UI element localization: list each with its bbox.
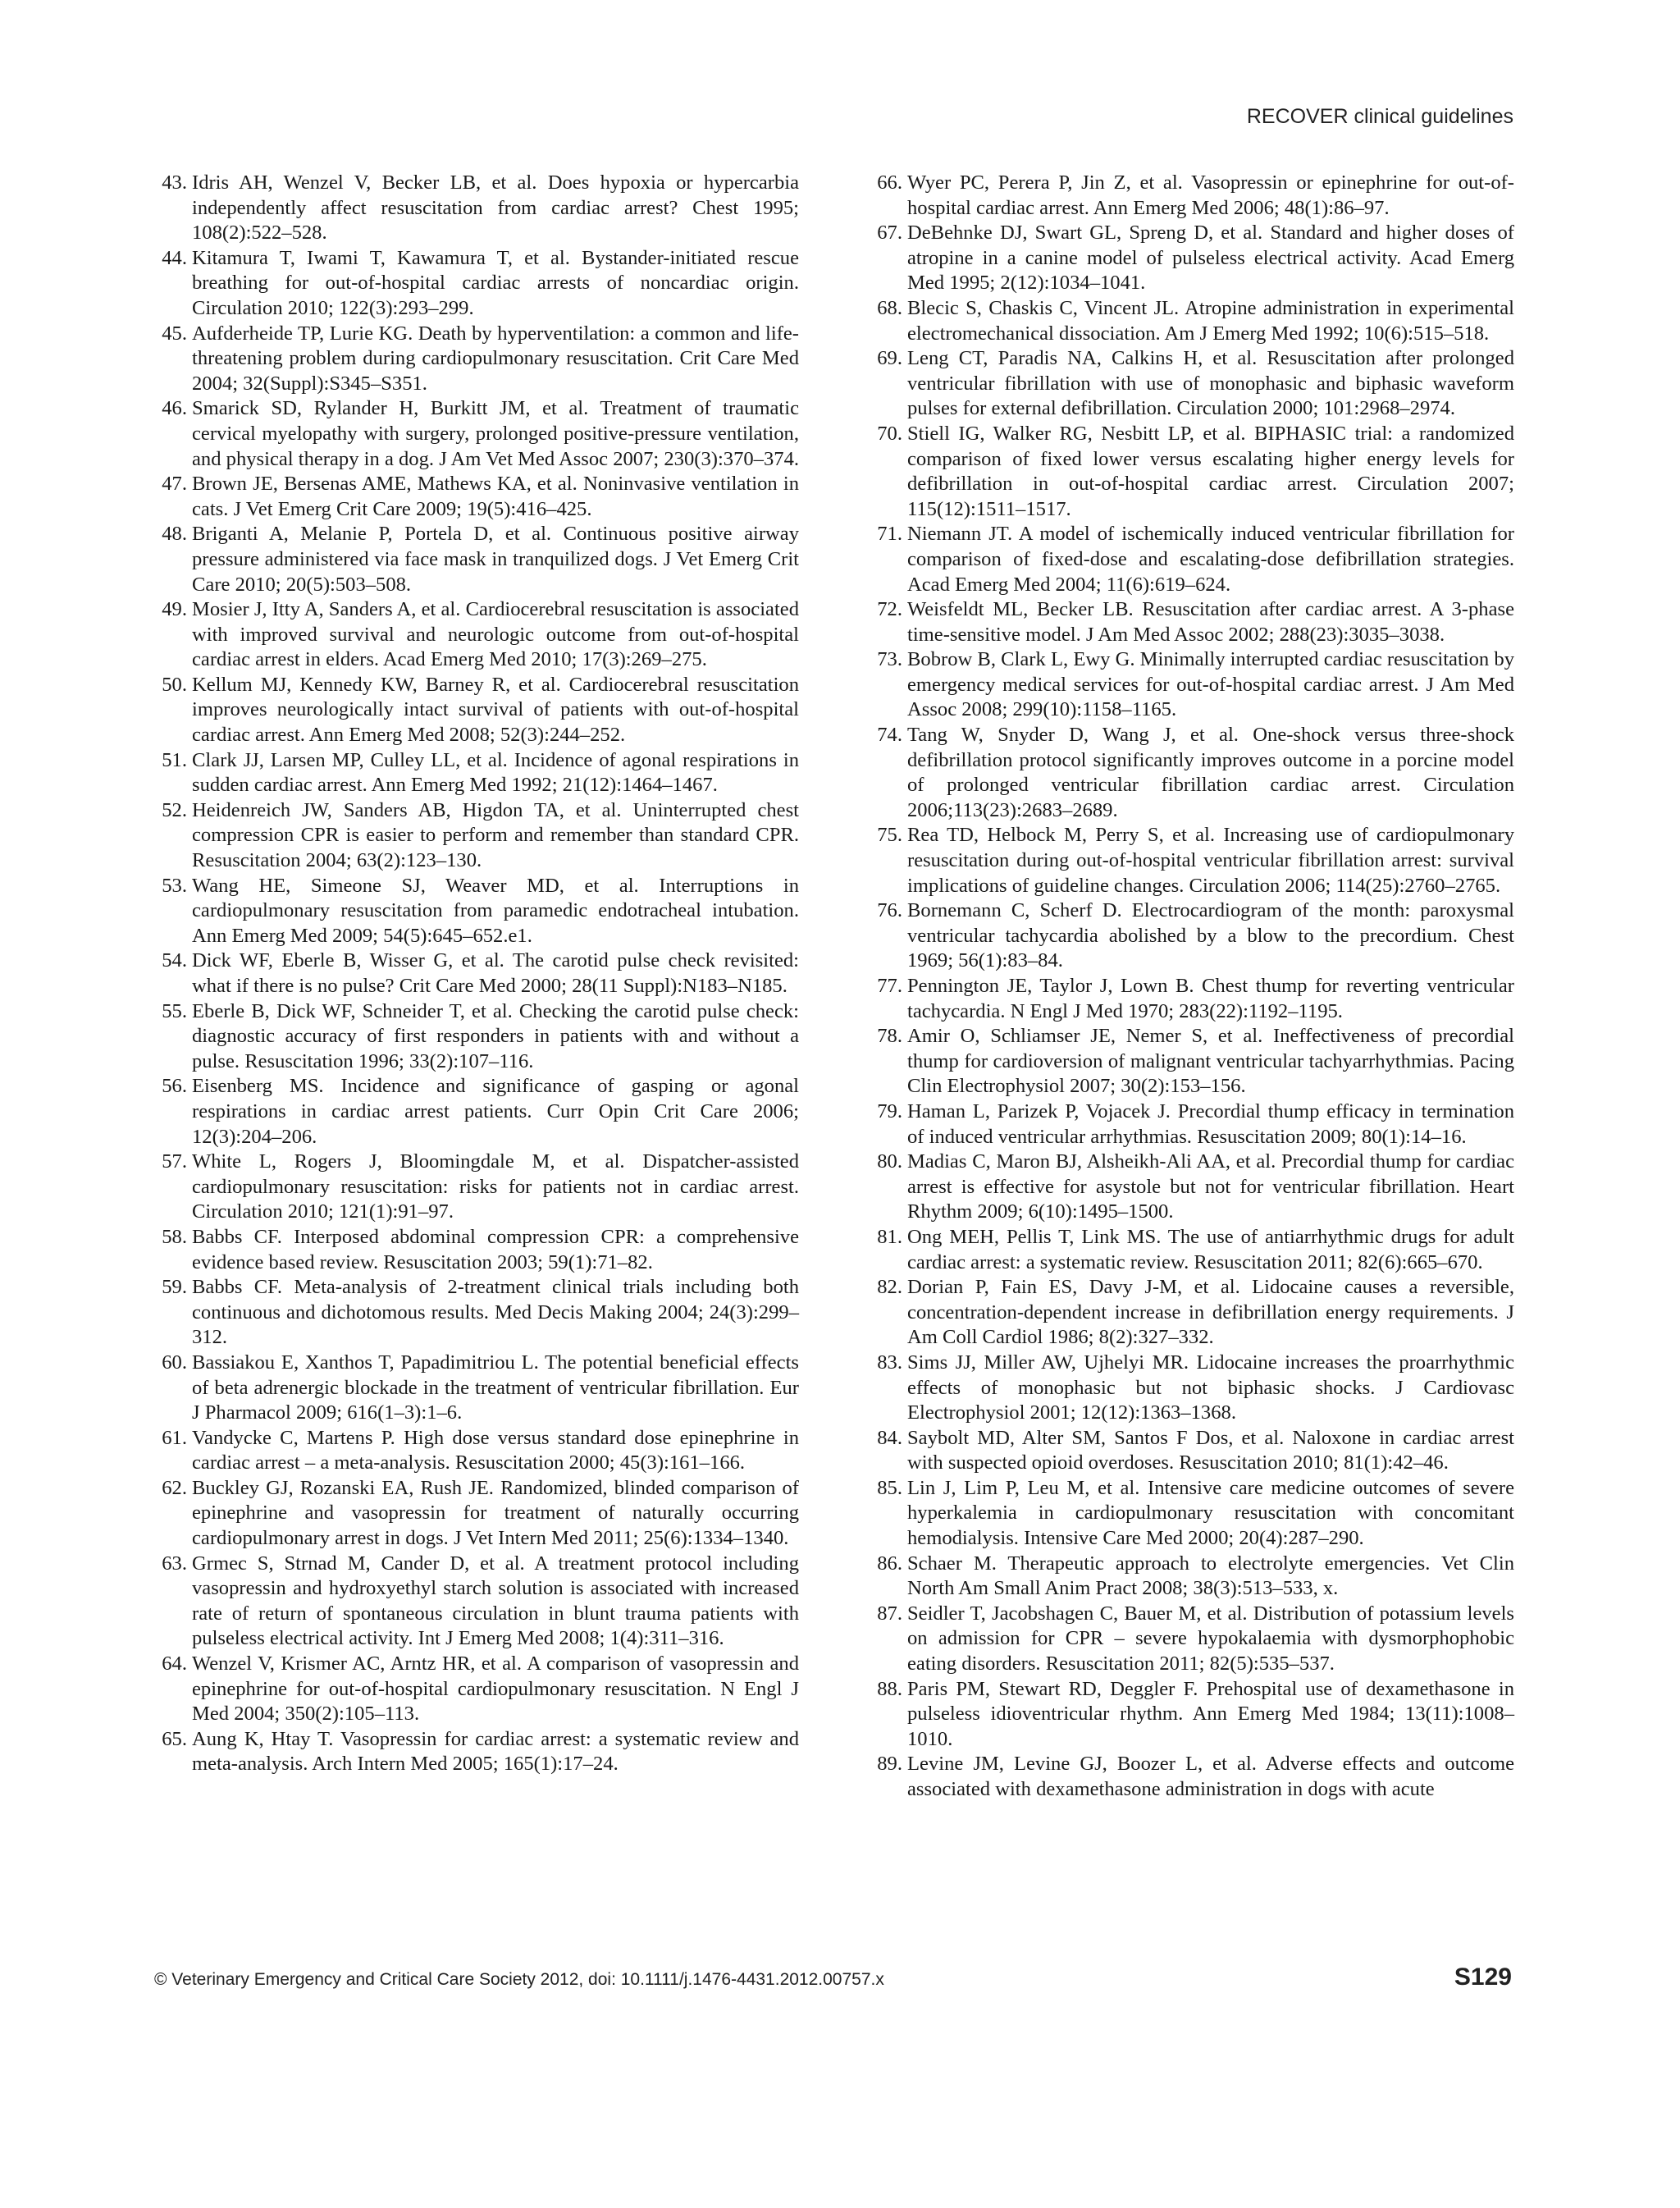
- copyright-notice: © Veterinary Emergency and Critical Care Society 2012, doi: 10.1111/j.1476-4431.2012.00757.x: [154, 1970, 884, 1989]
- reference-number: 77.: [877, 975, 902, 997]
- reference-number: 62.: [162, 1476, 187, 1499]
- reference-number: 54.: [162, 949, 187, 972]
- reference-entry: [154, 246, 799, 322]
- reference-text: White L, Rogers J, Bloomingdale M, et al. Dispatcher-assisted cardiopulmonary resuscitation: risks for patients not in cardiac arrest. Circulation 2010; 121(1):91–97.: [192, 1150, 799, 1223]
- reference-number: 73.: [877, 648, 902, 671]
- reference-number: 89.: [877, 1753, 902, 1776]
- reference-entry: [870, 1275, 1514, 1351]
- reference-text: Wyer PC, Perera P, Jin Z, et al. Vasopressin or epinephrine for out-of-hospital cardiac arrest. Ann Emerg Med 2006; 48(1):86–97.: [907, 171, 1514, 219]
- reference-number: 59.: [162, 1276, 187, 1299]
- reference-text: Eberle B, Dick WF, Schneider T, et al. Checking the carotid pulse check: diagnostic accuracy of first responders in patients with and without a pulse. Resuscitation 1996; 33(2):107–116.: [192, 999, 799, 1072]
- reference-text: Grmec S, Strnad M, Cander D, et al. A treatment protocol including vasopressin and hydroxyethyl starch solution is associated with increased rate of return of spontaneous circulation in blunt trauma patients with pulseless electrical activity. Int J Emerg Med 2008; 1(4):311–316.: [192, 1552, 799, 1650]
- reference-text: Leng CT, Paradis NA, Calkins H, et al. Resuscitation after prolonged ventricular fibrillation with use of monophasic and biphasic waveform pulses for external defibrillation. Circulation 2000; 101:2968–2974.: [907, 347, 1514, 420]
- reference-number: 69.: [877, 347, 902, 370]
- reference-entry: [870, 1752, 1514, 1802]
- reference-text: Heidenreich JW, Sanders AB, Higdon TA, et al. Uninterrupted chest compression CPR is easier to perform and remember than standard CPR. Resuscitation 2004; 63(2):123–130.: [192, 798, 799, 872]
- reference-text: Sims JJ, Miller AW, Ujhelyi MR. Lidocaine increases the proarrhythmic effects of monophasic but not biphasic shocks. J Cardiovasc Electrophysiol 2001; 12(12):1363–1368.: [907, 1351, 1514, 1424]
- reference-text: Paris PM, Stewart RD, Deggler F. Prehospital use of dexamethasone in pulseless idioventricular rhythm. Ann Emerg Med 1984; 13(11):1008–1010.: [907, 1677, 1514, 1750]
- reference-text: Bornemann C, Scherf D. Electrocardiogram of the month: paroxysmal ventricular tachycardia abolished by a blow to the precordium. Chest 1969; 56(1):83–84.: [907, 899, 1514, 972]
- reference-entry: [870, 1602, 1514, 1677]
- reference-entry: [154, 396, 799, 472]
- reference-entry: [154, 597, 799, 673]
- reference-text: Idris AH, Wenzel V, Becker LB, et al. Does hypoxia or hypercarbia independently affect resuscitation from cardiac arrest? Chest 1995; 108(2):522–528.: [192, 171, 799, 245]
- reference-number: 56.: [162, 1075, 187, 1098]
- reference-number: 48.: [162, 523, 187, 546]
- reference-text: Levine JM, Levine GJ, Boozer L, et al. Adverse effects and outcome associated with dexamethasone administration in dogs with acute: [907, 1753, 1514, 1800]
- reference-entry: [870, 1150, 1514, 1225]
- reference-number: 79.: [877, 1099, 902, 1122]
- reference-entry: [154, 1351, 799, 1426]
- reference-text: Eisenberg MS. Incidence and significance of gasping or agonal respirations in cardiac arrest patients. Curr Opin Crit Care 2006; 12(3):204–206.: [192, 1075, 799, 1148]
- reference-number: 84.: [877, 1426, 902, 1449]
- reference-number: 51.: [162, 748, 187, 771]
- reference-text: Kellum MJ, Kennedy KW, Barney R, et al. Cardiocerebral resuscitation improves neurologically intact survival of patients with out-of-hospital cardiac arrest. Ann Emerg Med 2008; 52(3):244–252.: [192, 673, 799, 747]
- reference-number: 63.: [162, 1552, 187, 1575]
- reference-text: Dick WF, Eberle B, Wisser G, et al. The carotid pulse check revisited: what if there is no pulse? Crit Care Med 2000; 28(11 Suppl):N183–N185.: [192, 949, 799, 997]
- reference-entry: [870, 171, 1514, 221]
- reference-text: Weisfeldt ML, Becker LB. Resuscitation after cardiac arrest. A 3-phase time-sensitive model. J Am Med Assoc 2002; 288(23):3035–3038.: [907, 598, 1514, 646]
- reference-number: 50.: [162, 673, 187, 696]
- reference-text: Babbs CF. Meta-analysis of 2-treatment clinical trials including both continuous and dichotomous results. Med Decis Making 2004; 24(3):299–312.: [192, 1276, 799, 1349]
- reference-entry: [870, 597, 1514, 647]
- reference-column-right: [870, 171, 1514, 1803]
- reference-number: 53.: [162, 874, 187, 897]
- reference-text: Niemann JT. A model of ischemically induced ventricular fibrillation for comparison of fixed-dose and escalating-dose defibrillation strategies. Acad Emerg Med 2004; 11(6):619–624.: [907, 523, 1514, 596]
- reference-text: Mosier J, Itty A, Sanders A, et al. Cardiocerebral resuscitation is associated with improved survival and neurologic outcome from out-of-hospital cardiac arrest in elders. Acad Emerg Med 2010; 17(3):269–275.: [192, 598, 799, 671]
- reference-entry: [154, 1074, 799, 1150]
- reference-number: 67.: [877, 222, 902, 245]
- reference-text: Saybolt MD, Alter SM, Santos F Dos, et al. Naloxone in cardiac arrest with suspected opioid overdoses. Resuscitation 2010; 81(1):42–46.: [907, 1426, 1514, 1474]
- reference-number: 46.: [162, 397, 187, 420]
- reference-text: Kitamura T, Iwami T, Kawamura T, et al. Bystander-initiated rescue breathing for out-of-hospital cardiac arrests of noncardiac origin. Circulation 2010; 122(3):293–299.: [192, 246, 799, 319]
- reference-text: Stiell IG, Walker RG, Nesbitt LP, et al. BIPHASIC trial: a randomized comparison of fixed lower versus escalating higher energy levels for defibrillation in out-of-hospital cardiac arrest. Circulation 2007; 115(12):1511–1517.: [907, 422, 1514, 520]
- reference-text: Tang W, Snyder D, Wang J, et al. One-shock versus three-shock defibrillation protocol significantly improves outcome in a porcine model of prolonged ventricular fibrillation cardiac arrest. Circulation 2006;113(23):2683–2689.: [907, 724, 1514, 821]
- reference-entry: [154, 673, 799, 748]
- reference-entry: [870, 1099, 1514, 1150]
- reference-number: 76.: [877, 899, 902, 922]
- reference-entry: [870, 1024, 1514, 1099]
- reference-number: 60.: [162, 1351, 187, 1374]
- reference-text: Brown JE, Bersenas AME, Mathews KA, et al. Noninvasive ventilation in cats. J Vet Emerg Crit Care 2009; 19(5):416–425.: [192, 473, 799, 520]
- reference-entry: [870, 522, 1514, 597]
- reference-text: Dorian P, Fain ES, Davy J-M, et al. Lidocaine causes a reversible, concentration-dependent increase in defibrillation energy requirements. J Am Coll Cardiol 1986; 8(2):327–332.: [907, 1276, 1514, 1349]
- reference-entry: [154, 874, 799, 949]
- reference-number: 52.: [162, 798, 187, 821]
- reference-entry: [154, 1426, 799, 1476]
- reference-text: Clark JJ, Larsen MP, Culley LL, et al. Incidence of agonal respirations in sudden cardiac arrest. Ann Emerg Med 1992; 21(12):1464–1467.: [192, 748, 799, 797]
- reference-entry: [870, 723, 1514, 823]
- reference-entry: [870, 974, 1514, 1024]
- reference-number: 45.: [162, 322, 187, 345]
- reference-number: 68.: [877, 296, 902, 319]
- reference-number: 80.: [877, 1150, 902, 1173]
- reference-text: Wenzel V, Krismer AC, Arntz HR, et al. A comparison of vasopressin and epinephrine for out-of-hospital cardiopulmonary resuscitation. N Engl J Med 2004; 350(2):105–113.: [192, 1653, 799, 1726]
- reference-number: 47.: [162, 473, 187, 496]
- reference-text: Smarick SD, Rylander H, Burkitt JM, et al. Treatment of traumatic cervical myelopathy with surgery, prolonged positive-pressure ventilation, and physical therapy in a dog. J Am Vet Med Assoc 2007; 230(3):370–374.: [192, 397, 800, 470]
- reference-text: Rea TD, Helbock M, Perry S, et al. Increasing use of cardiopulmonary resuscitation during out-of-hospital ventricular fibrillation arrest: survival implications of guideline changes. Circulation 2006; 114(25):2760–2765.: [907, 824, 1514, 897]
- reference-text: Wang HE, Simeone SJ, Weaver MD, et al. Interruptions in cardiopulmonary resuscitation from paramedic endotracheal intubation. Ann Emerg Med 2009; 54(5):645–652.e1.: [192, 874, 799, 947]
- reference-text: Seidler T, Jacobshagen C, Bauer M, et al. Distribution of potassium levels on admission for CPR – severe hypokalaemia with dysmorphophobic eating disorders. Resuscitation 2011; 82(5):535–537.: [907, 1602, 1514, 1675]
- reference-number: 78.: [877, 1025, 902, 1048]
- reference-text: Aufderheide TP, Lurie KG. Death by hyperventilation: a common and life-threatening problem during cardiopulmonary resuscitation. Crit Care Med 2004; 32(Suppl):S345–S351.: [192, 322, 799, 395]
- reference-number: 72.: [877, 598, 902, 621]
- reference-number: 74.: [877, 724, 902, 747]
- reference-number: 49.: [162, 598, 187, 621]
- reference-text: Bassiakou E, Xanthos T, Papadimitriou L. The potential beneficial effects of beta adrenergic blockade in the treatment of ventricular fibrillation. Eur J Pharmacol 2009; 616(1–3):1–6.: [192, 1351, 799, 1424]
- reference-number: 66.: [877, 171, 902, 194]
- reference-number: 44.: [162, 246, 187, 269]
- reference-number: 71.: [877, 523, 902, 546]
- reference-entry: [154, 999, 799, 1075]
- reference-number: 58.: [162, 1225, 187, 1248]
- reference-text: Haman L, Parizek P, Vojacek J. Precordial thump efficacy in termination of induced ventricular arrhythmias. Resuscitation 2009; 80(1):14–16.: [907, 1099, 1514, 1148]
- reference-entry: [870, 1225, 1514, 1275]
- running-head: RECOVER clinical guidelines: [1246, 105, 1513, 128]
- reference-number: 64.: [162, 1653, 187, 1675]
- reference-text: Buckley GJ, Rozanski EA, Rush JE. Randomized, blinded comparison of epinephrine and vasopressin for treatment of naturally occurring cardiopulmonary arrest in dogs. J Vet Intern Med 2011; 25(6):1334–1340.: [192, 1476, 799, 1550]
- reference-number: 83.: [877, 1351, 902, 1374]
- reference-number: 55.: [162, 999, 187, 1022]
- reference-entry: [154, 798, 799, 874]
- reference-entry: [154, 1150, 799, 1225]
- reference-number: 86.: [877, 1552, 902, 1575]
- reference-entry: [154, 949, 799, 999]
- reference-entry: [154, 472, 799, 522]
- reference-entry: [154, 171, 799, 246]
- reference-number: 75.: [877, 824, 902, 847]
- page-footer: [154, 1963, 1512, 1996]
- reference-entry: [870, 898, 1514, 974]
- reference-entry: [870, 1476, 1514, 1552]
- reference-entry: [154, 322, 799, 397]
- reference-entry: [870, 346, 1514, 422]
- reference-entry: [870, 1426, 1514, 1476]
- reference-text: Amir O, Schliamser JE, Nemer S, et al. Ineffectiveness of precordial thump for cardioversion of malignant ventricular tachyarrhythmias. Pacing Clin Electrophysiol 2007; 30(2):153–156.: [907, 1025, 1514, 1098]
- reference-entry: [154, 1476, 799, 1552]
- reference-text: Blecic S, Chaskis C, Vincent JL. Atropine administration in experimental electromechanical dissociation. Am J Emerg Med 1992; 10(6):515–518.: [907, 296, 1514, 345]
- reference-number: 88.: [877, 1677, 902, 1700]
- reference-number: 87.: [877, 1602, 902, 1625]
- reference-number: 61.: [162, 1426, 187, 1449]
- reference-number: 81.: [877, 1225, 902, 1248]
- reference-text: Madias C, Maron BJ, Alsheikh-Ali AA, et al. Precordial thump for cardiac arrest is effective for asystole but not for ventricular fibrillation. Heart Rhythm 2009; 6(10):1495–1500.: [907, 1150, 1514, 1223]
- reference-entry: [870, 221, 1514, 296]
- reference-text: DeBehnke DJ, Swart GL, Spreng D, et al. Standard and higher doses of atropine in a canine model of pulseless electrical activity. Acad Emerg Med 1995; 2(12):1034–1041.: [907, 222, 1514, 295]
- reference-text: Aung K, Htay T. Vasopressin for cardiac arrest: a systematic review and meta-analysis. Arch Intern Med 2005; 165(1):17–24.: [192, 1727, 799, 1776]
- reference-text: Schaer M. Therapeutic approach to electrolyte emergencies. Vet Clin North Am Small Anim Pract 2008; 38(3):513–533, x.: [907, 1552, 1514, 1600]
- reference-entry: [154, 1652, 799, 1727]
- reference-text: Vandycke C, Martens P. High dose versus standard dose epinephrine in cardiac arrest – a meta-analysis. Resuscitation 2000; 45(3):161–166.: [192, 1426, 799, 1474]
- reference-number: 43.: [162, 171, 187, 194]
- reference-text: Lin J, Lim P, Leu M, et al. Intensive care medicine outcomes of severe hyperkalemia in cardiopulmonary resuscitation with concomitant hemodialysis. Intensive Care Med 2000; 20(4):287–290.: [907, 1476, 1514, 1550]
- reference-column-left: [154, 171, 799, 1777]
- reference-entry: [870, 823, 1514, 898]
- reference-entry: [870, 296, 1514, 346]
- reference-entry: [870, 422, 1514, 522]
- reference-entry: [154, 1275, 799, 1351]
- reference-number: 70.: [877, 422, 902, 445]
- reference-entry: [154, 1225, 799, 1275]
- reference-entry: [154, 1727, 799, 1777]
- reference-entry: [154, 1552, 799, 1652]
- reference-text: Pennington JE, Taylor J, Lown B. Chest thump for reverting ventricular tachycardia. N Engl J Med 1970; 283(22):1192–1195.: [907, 975, 1514, 1022]
- reference-text: Bobrow B, Clark L, Ewy G. Minimally interrupted cardiac resuscitation by emergency medical services for out-of-hospital cardiac arrest. J Am Med Assoc 2008; 299(10):1158–1165.: [907, 648, 1514, 721]
- reference-entry: [870, 647, 1514, 723]
- reference-number: 85.: [877, 1476, 902, 1499]
- reference-entry: [870, 1552, 1514, 1602]
- reference-entry: [870, 1677, 1514, 1753]
- reference-entry: [870, 1351, 1514, 1426]
- reference-number: 57.: [162, 1150, 187, 1173]
- reference-entry: [154, 748, 799, 798]
- page-number: S129: [1454, 1963, 1512, 1991]
- reference-entry: [154, 522, 799, 597]
- reference-number: 65.: [162, 1727, 187, 1750]
- reference-text: Ong MEH, Pellis T, Link MS. The use of antiarrhythmic drugs for adult cardiac arrest: a systematic review. Resuscitation 2011; 82(6):665–670.: [907, 1225, 1514, 1273]
- reference-text: Babbs CF. Interposed abdominal compression CPR: a comprehensive evidence based review. Resuscitation 2003; 59(1):71–82.: [192, 1225, 799, 1273]
- reference-text: Briganti A, Melanie P, Portela D, et al. Continuous positive airway pressure administered via face mask in tranquilized dogs. J Vet Emerg Crit Care 2010; 20(5):503–508.: [192, 523, 799, 596]
- reference-number: 82.: [877, 1276, 902, 1299]
